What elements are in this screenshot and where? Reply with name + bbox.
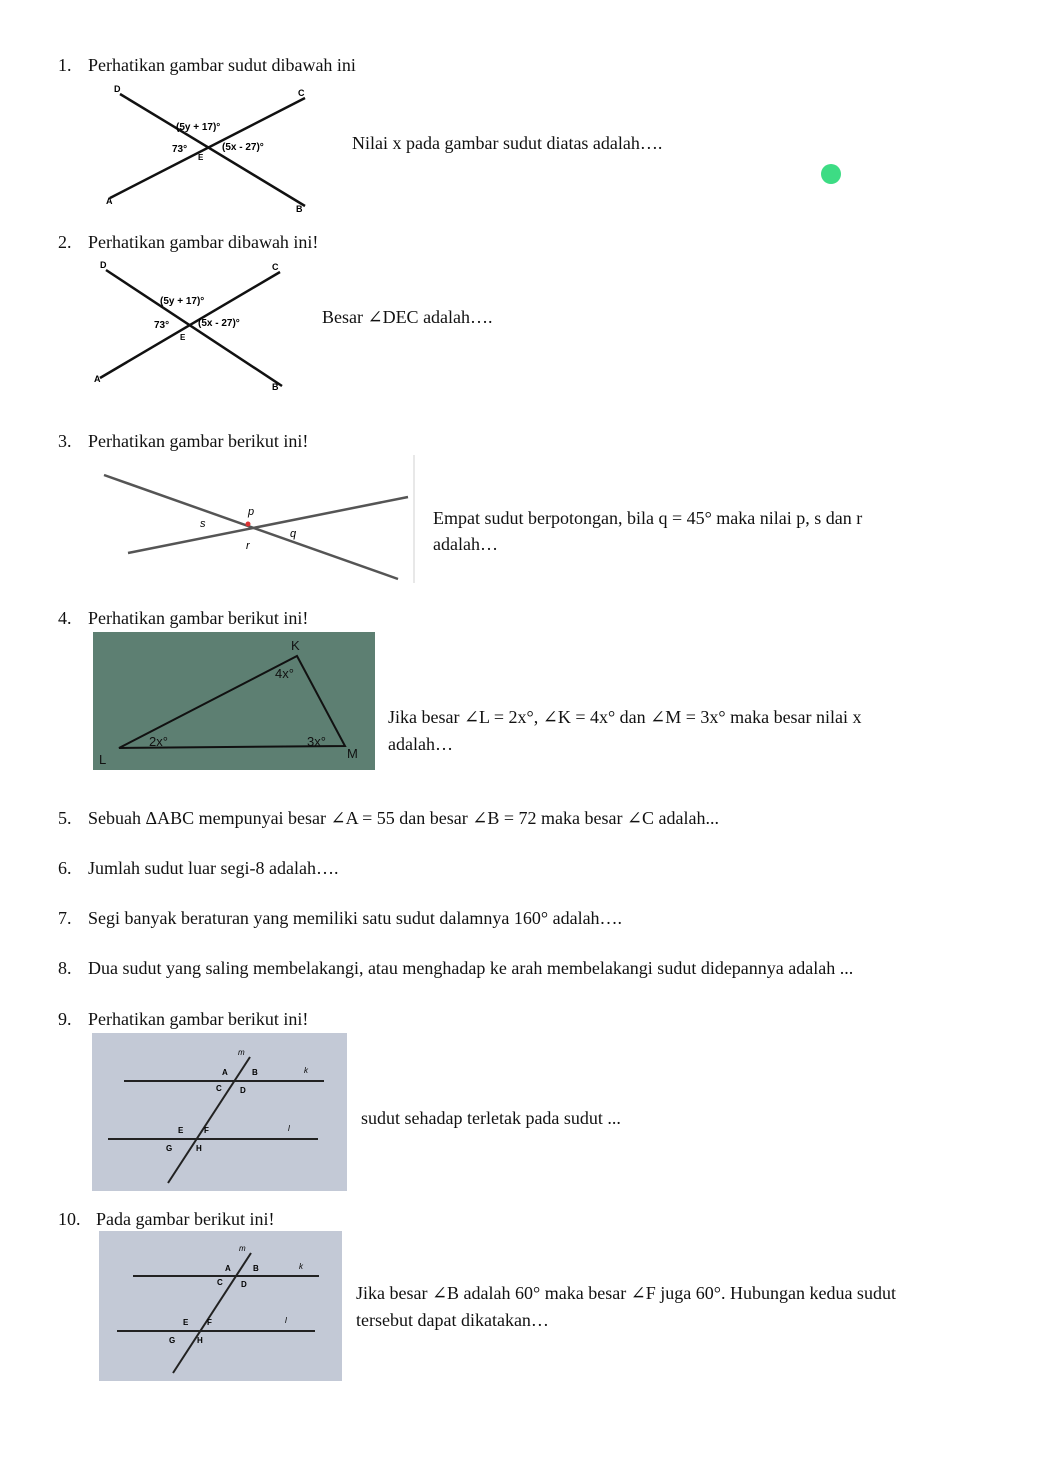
q9-label-e: E [178,1126,184,1135]
q10-label-c: C [217,1278,223,1287]
q3-number: 3. [58,431,72,451]
q9-title: Perhatikan gambar berikut ini! [88,1009,309,1029]
q1-title: Perhatikan gambar sudut dibawah ini [88,55,356,75]
q3-figure [98,455,418,585]
q7-number: 7. [58,908,72,928]
q1-angle-left: 73° [172,144,188,155]
q10-label-h: H [197,1336,203,1345]
q2-label-b: B [272,382,279,392]
q7-row [58,905,622,931]
q9-heading [58,1006,308,1032]
q10-heading [58,1206,274,1232]
q9-label-c: C [216,1084,222,1093]
q1-label-c: C [298,88,305,98]
q1-label-d: D [114,84,121,94]
q5-row [58,805,719,831]
q9-label-k: k [304,1066,308,1075]
q4-label-m: M [347,746,358,761]
q4-number: 4. [58,608,72,628]
q9-label-l: l [288,1124,290,1133]
q1-angle-right: (5x - 27)° [222,142,264,153]
q1-question-text: Nilai x pada gambar sudut diatas adalah…. [352,133,663,153]
q9-label-b: B [252,1068,258,1077]
q2-label-c: C [272,262,279,272]
q10-figure [99,1231,342,1381]
q10-label-b: B [253,1264,259,1273]
q3-question-text-2: adalah… [433,534,498,554]
q4-heading [58,605,308,631]
q4-question-text-2: adalah… [388,734,453,754]
q1-number: 1. [58,55,72,75]
q8-row [58,955,853,981]
q3-title: Perhatikan gambar berikut ini! [88,431,309,451]
q9-label-f: F [204,1126,209,1135]
q10-label-a: A [225,1264,231,1273]
q9-label-d: D [240,1086,246,1095]
q5-number: 5. [58,808,72,828]
q1-line-db [120,94,305,206]
q3-line-2 [128,497,408,553]
q2-title: Perhatikan gambar dibawah ini! [88,232,319,252]
q1-figure [100,84,320,214]
q2-label-a: A [94,374,101,384]
q4-angle-l: 2x° [149,734,168,749]
q2-figure [86,258,306,398]
q10-label-g: G [169,1336,176,1345]
q1-angle-top: (5y + 17)° [176,122,221,133]
q4-label-l: L [99,752,107,767]
q9-question-text: sudut sehadap terletak pada sudut ... [361,1108,621,1128]
q10-question-text-2: tersebut dapat dikatakan… [356,1310,549,1330]
green-dot-icon [821,164,841,184]
q9-figure [92,1033,347,1191]
q3-label-p: p [248,506,255,518]
q2-label-d: D [100,260,107,270]
q2-line-ac [100,272,280,378]
q6-question-text: Jumlah sudut luar segi-8 adalah…. [88,858,339,878]
q9-label-m: m [238,1048,245,1057]
q3-label-r: r [246,540,250,552]
q3-heading [58,428,308,454]
q10-label-l: l [285,1316,287,1325]
q4-angle-m: 3x° [307,734,326,749]
q5-question-text: Sebuah ΔABC mempunyai besar ∠A = 55 dan besar ∠B = 72 maka besar ∠C adalah... [88,808,719,828]
q3-label-q: q [290,528,297,540]
q3-label-s: s [200,518,206,530]
q2-heading [58,229,318,255]
q7-question-text: Segi banyak beraturan yang memiliki satu sudut dalamnya 160° adalah…. [88,908,623,928]
q3-question-text-1: Empat sudut berpotongan, bila q = 45° maka nilai p, s dan r [433,508,863,528]
q1-label-a: A [106,196,113,206]
q2-number: 2. [58,232,72,252]
q10-label-d: D [241,1280,247,1289]
q10-title: Pada gambar berikut ini! [96,1209,275,1229]
q10-label-m: m [239,1244,246,1253]
q9-figure-background [92,1033,347,1191]
q8-number: 8. [58,958,72,978]
q4-question-text-1: Jika besar ∠L = 2x°, ∠K = 4x° dan ∠M = 3x° maka besar nilai x [388,707,862,727]
q6-number: 6. [58,858,72,878]
q2-question-text: Besar ∠DEC adalah…. [322,307,493,327]
q9-label-g: G [166,1144,173,1153]
q8-question-text: Dua sudut yang saling membelakangi, atau menghadap ke arah membelakangi sudut didepannya adalah ... [88,958,854,978]
q1-line-ac [110,98,305,198]
q2-angle-left: 73° [154,320,170,331]
q9-number: 9. [58,1009,72,1029]
q10-label-e: E [183,1318,189,1327]
q4-figure [93,632,375,770]
q2-angle-right: (5x - 27)° [198,318,240,329]
q10-question-text-1: Jika besar ∠B adalah 60° maka besar ∠F juga 60°. Hubungan kedua sudut [356,1283,896,1303]
q3-line-1 [104,475,398,579]
q1-heading [58,52,356,78]
q4-angle-k: 4x° [275,666,294,681]
q6-row [58,855,338,881]
q10-label-k: k [299,1262,303,1271]
q10-figure-background [99,1231,342,1381]
q9-label-h: H [196,1144,202,1153]
q10-label-f: F [207,1318,212,1327]
q1-label-b: B [296,204,303,214]
q10-number: 10. [58,1209,81,1229]
q4-label-k: K [291,638,300,653]
q2-angle-top: (5y + 17)° [160,296,205,307]
q4-figure-background [93,632,375,770]
q4-title: Perhatikan gambar berikut ini! [88,608,309,628]
q9-label-a: A [222,1068,228,1077]
q1-label-e: E [198,153,204,162]
q2-label-e: E [180,333,186,342]
q3-intersection-point [246,522,251,527]
